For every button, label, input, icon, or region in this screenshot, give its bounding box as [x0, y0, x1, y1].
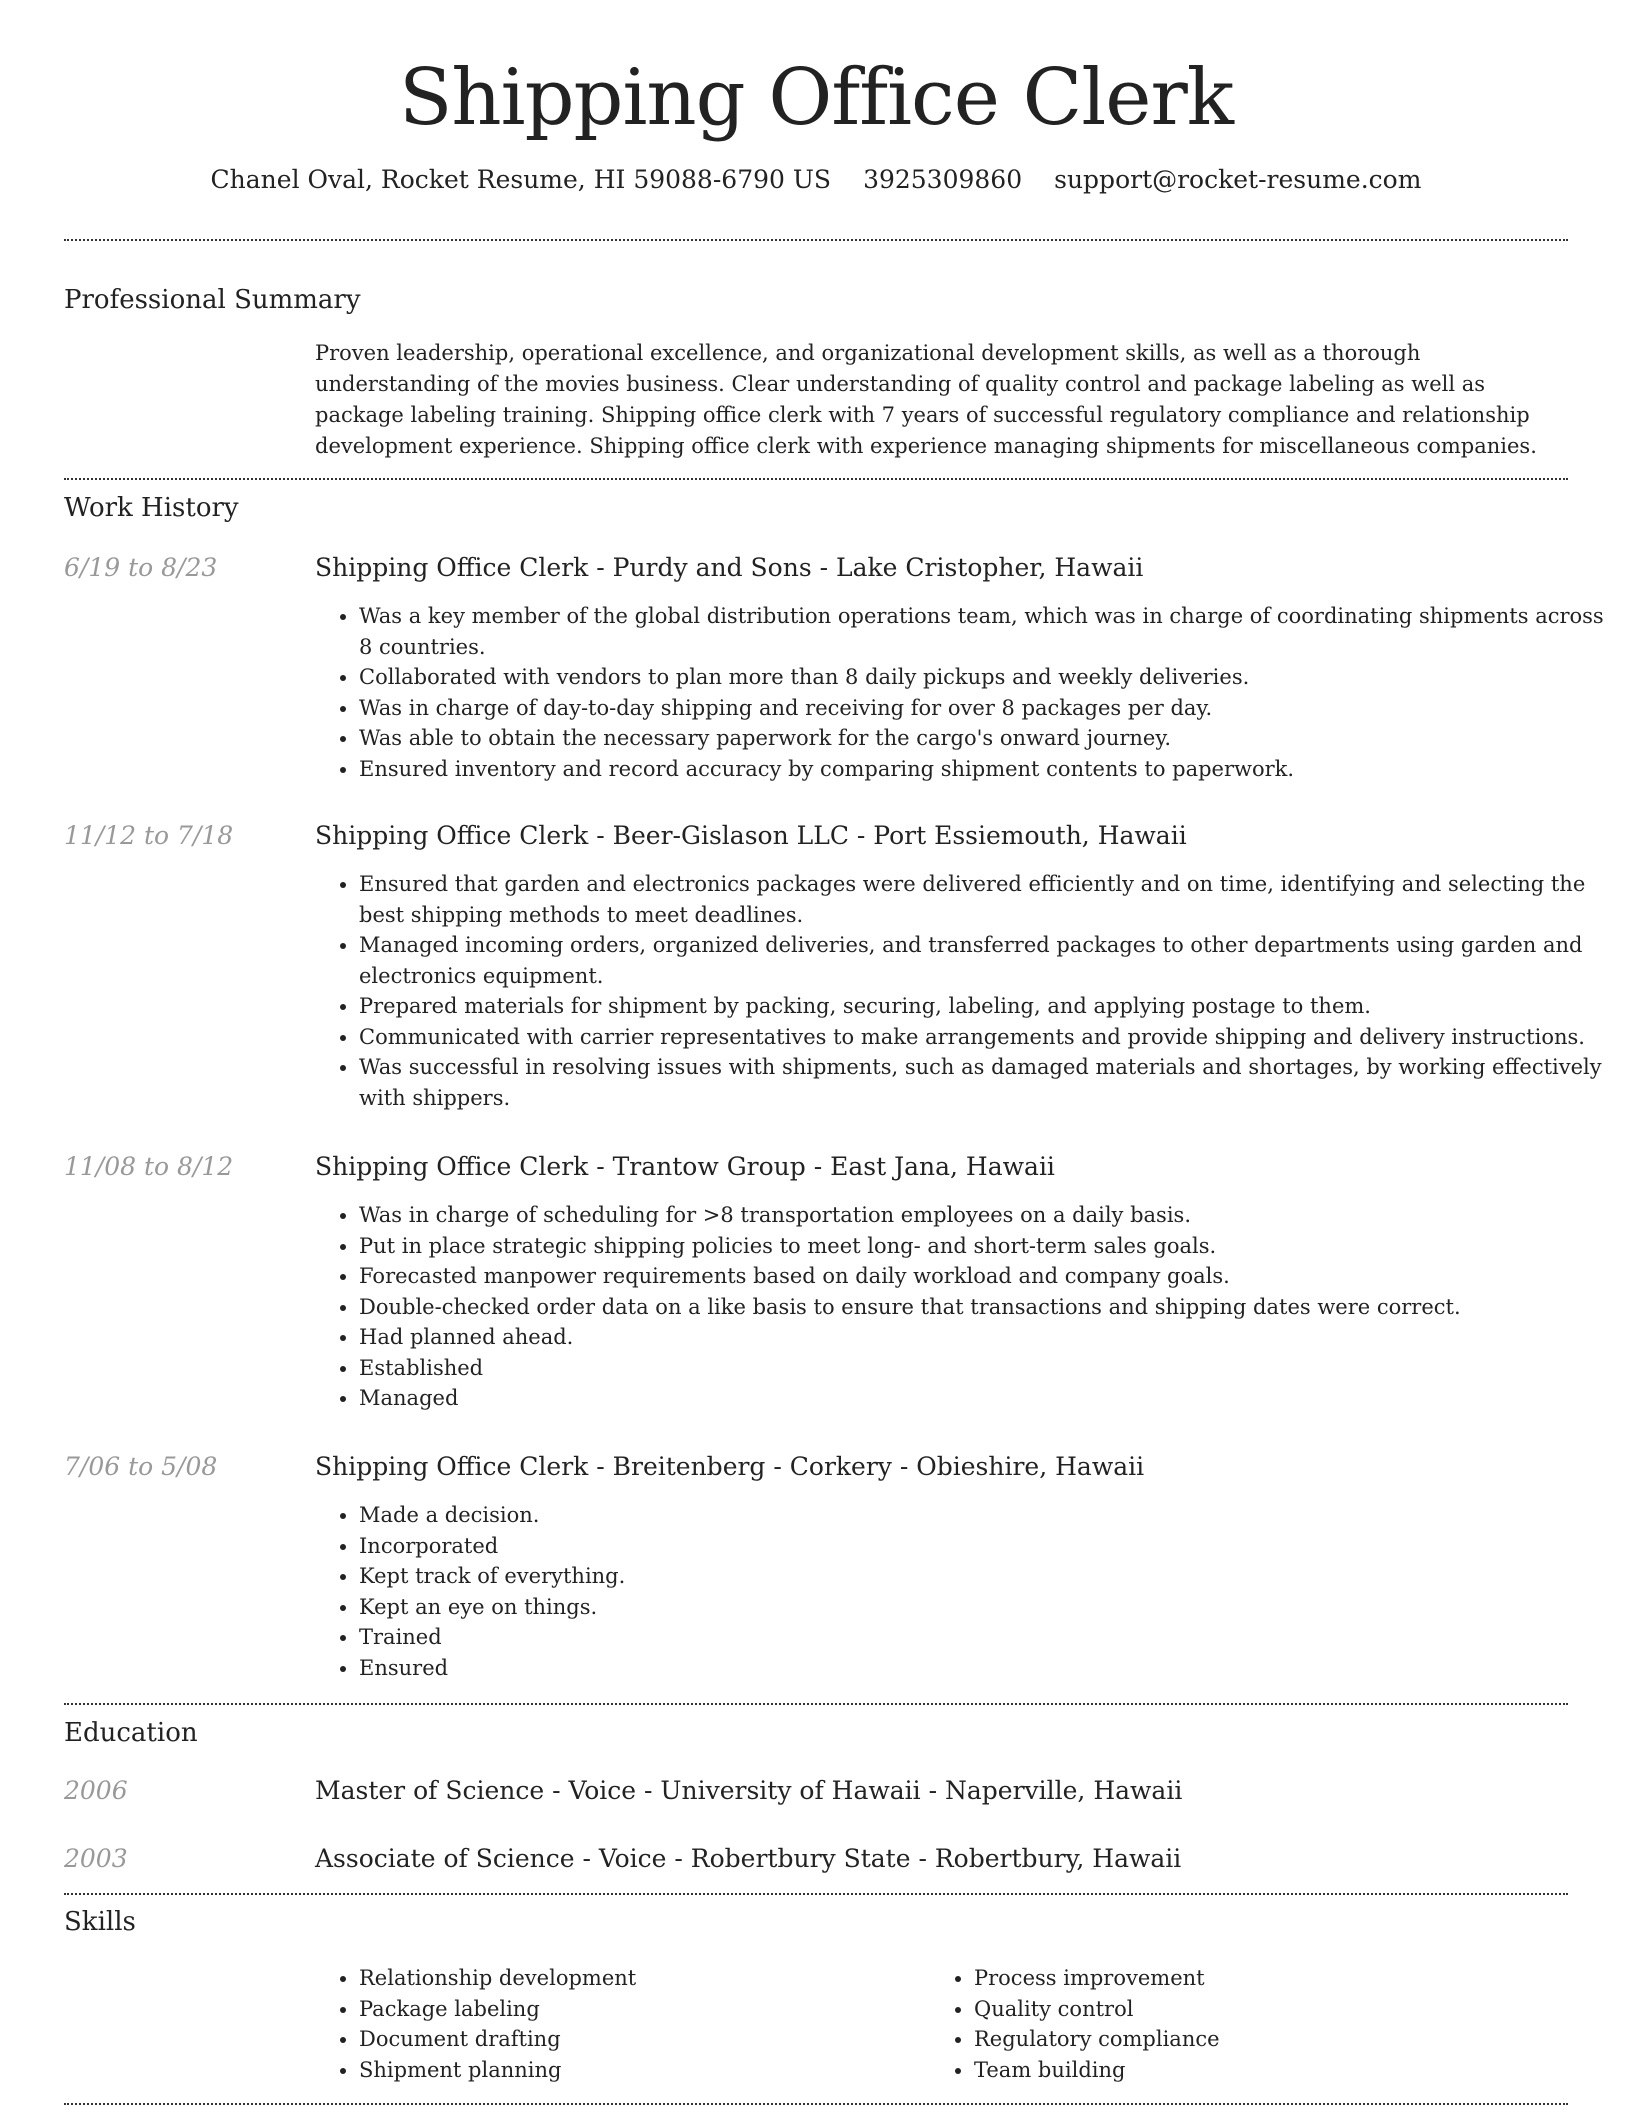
job-bullet: • Was in charge of day-to-day shipping and receiving for over 8 packages per day. [359, 693, 1614, 724]
skill-item: • Team building [974, 2055, 1534, 2086]
resume-header [0, 0, 1632, 196]
job-bullet: • Prepared materials for shipment by packing, securing, labeling, and applying postage to them. [359, 991, 1614, 1022]
contact-address: Chanel Oval, Rocket Resume, HI 59088-6790 US [210, 165, 832, 194]
job-heading: Shipping Office Clerk - Purdy and Sons - Lake Cristopher, Hawaii [315, 553, 1144, 582]
job-bullet: • Kept track of everything. [359, 1561, 1614, 1592]
section-divider [64, 1703, 1568, 1705]
job-bullet: • Was a key member of the global distribution operations team, which was in charge of coordinating shipments across 8 countries. [359, 601, 1614, 662]
summary-text: Proven leadership, operational excellence, and organizational development skills, as well as a thorough understanding of the movies business. Clear understanding of quality control and package labeling as well as package labeling training. Shipping office clerk with 7 years of successful regulatory compliance and relationship development experience. Shipping office clerk with experience managing shipments for miscellaneous companies. [315, 341, 1537, 458]
section-divider [64, 2103, 1568, 2105]
job-bullet: • Made a decision. [359, 1500, 1614, 1531]
job-bullet: • Incorporated [359, 1531, 1614, 1562]
job-dates: 6/19 to 8/23 [64, 553, 218, 582]
job-bullet: • Ensured [359, 1653, 1614, 1684]
job-bullets [315, 601, 1614, 784]
contact-phone: 3925309860 [863, 165, 1023, 194]
skill-item: • Process improvement [974, 1963, 1534, 1994]
contact-info [0, 164, 1632, 196]
education-year: 2003 [64, 1844, 128, 1873]
skill-item: • Relationship development [359, 1963, 919, 1994]
candidate-name: Shipping Office Clerk [399, 53, 1233, 143]
job-bullet: • Kept an eye on things. [359, 1592, 1614, 1623]
job-bullet: • Put in place strategic shipping policies to meet long- and short-term sales goals. [359, 1231, 1614, 1262]
job-dates: 7/06 to 5/08 [64, 1452, 218, 1481]
contact-email: support@rocket-resume.com [1054, 165, 1422, 194]
education-degree: Associate of Science - Voice - Robertbury State - Robertbury, Hawaii [315, 1844, 1182, 1873]
education-degree: Master of Science - Voice - University of Hawaii - Naperville, Hawaii [315, 1776, 1183, 1805]
job-bullet: • Was in charge of scheduling for >8 transportation employees on a daily basis. [359, 1200, 1614, 1231]
work-section-title: Work History [64, 493, 239, 523]
education-section-title: Education [64, 1718, 198, 1748]
job-bullet: • Forecasted manpower requirements based on daily workload and company goals. [359, 1261, 1614, 1292]
job-bullet: • Communicated with carrier representatives to make arrangements and provide shipping and delivery instructions. [359, 1022, 1614, 1053]
job-dates: 11/12 to 7/18 [64, 821, 234, 850]
job-bullet: • Ensured inventory and record accuracy by comparing shipment contents to paperwork. [359, 754, 1614, 785]
job-bullet: • Managed incoming orders, organized deliveries, and transferred packages to other departments using garden and electronics equipment. [359, 930, 1614, 991]
skills-list-left [315, 1963, 919, 2085]
skill-item: • Shipment planning [359, 2055, 919, 2086]
summary-section-title: Professional Summary [64, 285, 361, 315]
job-bullet: • Was successful in resolving issues with shipments, such as damaged materials and shortages, by working effectively with shippers. [359, 1052, 1614, 1113]
job-dates: 11/08 to 8/12 [64, 1152, 234, 1181]
skill-item: • Document drafting [359, 2024, 919, 2055]
job-bullets [315, 1200, 1614, 1414]
job-bullet: • Collaborated with vendors to plan more than 8 daily pickups and weekly deliveries. [359, 662, 1614, 693]
job-heading: Shipping Office Clerk - Breitenberg - Corkery - Obieshire, Hawaii [315, 1452, 1145, 1481]
section-divider [64, 478, 1568, 480]
skill-item: • Quality control [974, 1994, 1534, 2025]
skill-item: • Regulatory compliance [974, 2024, 1534, 2055]
skill-item: • Package labeling [359, 1994, 919, 2025]
job-bullet: • Had planned ahead. [359, 1322, 1614, 1353]
job-bullet: • Was able to obtain the necessary paperwork for the cargo's onward journey. [359, 723, 1614, 754]
job-bullet: • Trained [359, 1622, 1614, 1653]
job-bullets [315, 1500, 1614, 1683]
job-bullets [315, 869, 1614, 1113]
skills-section-title: Skills [64, 1907, 136, 1937]
job-bullet: • Ensured that garden and electronics packages were delivered efficiently and on time, identifying and selecting the best shipping methods to meet deadlines. [359, 869, 1614, 930]
section-divider [64, 1893, 1568, 1895]
job-heading: Shipping Office Clerk - Beer-Gislason LLC - Port Essiemouth, Hawaii [315, 821, 1187, 850]
job-bullet: • Double-checked order data on a like basis to ensure that transactions and shipping dates were correct. [359, 1292, 1614, 1323]
skills-list-right [930, 1963, 1534, 2085]
education-year: 2006 [64, 1776, 128, 1805]
job-heading: Shipping Office Clerk - Trantow Group - East Jana, Hawaii [315, 1152, 1055, 1181]
section-divider [64, 239, 1568, 241]
job-bullet: • Established [359, 1353, 1614, 1384]
job-bullet: • Managed [359, 1383, 1614, 1414]
